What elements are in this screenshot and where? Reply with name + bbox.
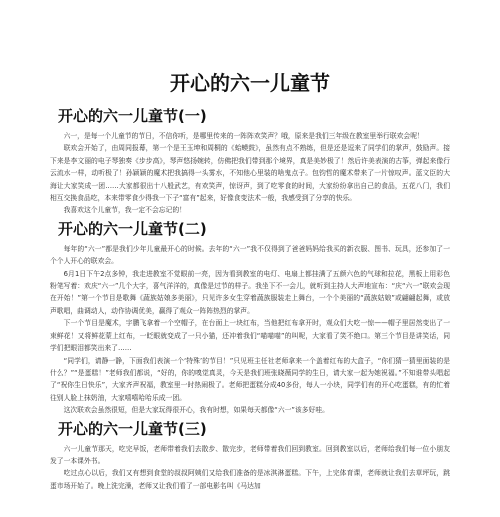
paragraph: 每年的“六一”都是我们少年儿童最开心的时候。去年的“六一”我不仅得到了爸爸妈妈给我买的新衣服、图书、玩具，还参加了一个个人开心的联欢会。 <box>50 244 450 266</box>
paragraph: 我喜欢这个儿童节，我一定不会忘记的！ <box>63 206 186 215</box>
paragraph: 6月1日下午2点多钟，我走进教室不觉眼前一亮，因为看到教室的电灯、电扇上都挂满了五颜六色的气球和拉花，黑板上用彩色粉笔写着：欢庆“六一”几个大字，喜气洋洋的，真像是过节的样子。我坐下不一会儿，就听到主持人大声地宣布：“庆“六一”联欢会现在开始！”第一个节目是歌舞《蔬族姑娘多美丽》，只见许多女生穿着蔬族服装走上舞台，一个个美丽的“蔬族姑娘”或翩翩起舞，或放声歌唱，曲调动人，动作协调优美，赢得了观众一阵阵热烈的掌声。 <box>50 269 450 315</box>
section-title: 开心的六一儿童节(一) <box>58 107 207 125</box>
document-title: 开心的六一儿童节 <box>170 71 330 95</box>
section-title: 开心的六一儿童节(二) <box>58 219 207 238</box>
section-title: 开心的六一儿童节(三) <box>58 419 207 438</box>
section-2 <box>50 219 450 417</box>
paragraph: 联欢会开始了，由周同报幕，第一个是王玉坤和周桐的《蛤蟆鼓》，虽然有点不熟练，但是还是逗来了同学们的掌声，鼓励声。接下来是李文丽的电子琴独奏《步步高》，琴声悠扬婉转，仿佛把我们带到那个境界，真是美妙极了！然后许美表演的古筝，弹起来像行云流水一样，动听极了！孙颖颖的魔术把我搞得一头雾水，不知他心里装的啥鬼点子。包钧哲的魔术带来了一片惊叹声。蓝文臣的大海让大家笑成一团……大家都很出十八般武艺，有欢笑声，惊讶声，到了吃零食的时间，大家纷纷拿出自己的食品，五花八门，我们相互交换食品吃，本来带零食少得我一下子“富有”起来，好像食变法术一般，我感受到了分享的快乐。 <box>50 144 450 203</box>
paragraph: 六一，是每一个儿童节的节日，不信你听，是哪里传来的一阵阵欢笑声？哦，原来是我们三年级在教室里举行联欢会呢！ <box>63 132 424 140</box>
paragraph: 吃过点心以后，我们又有想到食堂的叔叔阿姨们又给我们准备的是冰淇淋蛋糕。下午，上完体育课，老师就让我们去草坪玩，跳蛋市场开始了。晚上洗完澡，老师又让我们看了一部电影名叫《马达加 <box>50 469 450 490</box>
paragraph: “同学们，请静一静，下面我们表演一个‘特殊’的节目！”只见班主任社老师拿来一个盖着红布的大盒子，“你们猜一猜里面装的是什么？”“是蛋糕！”老师我们都说，“好的，你的嗅觉真灵，今天是我们班张晓薇同学的生日，请大家一起为她祝福。”不知谁带头唱起了“祝你生日快乐”，大家齐声祝福，教室里一时热闹极了。老师把蛋糕分成40多份，每人一小块，同学们有的开心吃蛋糕，有的忙着往别人脸上抹奶油，大家嘻嘻哈哈乐成一团。 <box>50 356 450 402</box>
paragraph: 六一儿童节那天，吃完早饭，老师带着我们去散步、散完步，老师带着我们回到教室。回到教室以后，老师给我们每一位小朋友发了一本课外书。 <box>50 444 450 465</box>
section-3 <box>50 419 450 493</box>
section-1 <box>50 106 450 217</box>
paragraph: 下一个节目是魔术，宇鹏飞拿着一个空帽子，在台面上一块红布，当他把红布拿开时，观众们大吃一惊——帽子里居然变出了一束鲜花！又将鲜花蒙上红布，一眨眼就变成了一只小猫，还冲着我们“喵喵喵”的叫呢，大家看了笑不绝口。第三个节目是讲笑话，同学们把眼泪都笑出来了…… <box>50 319 450 353</box>
paragraph: 这次联欢会虽然很短，但是大家玩得很开心，我有时想，如果每天都像“六一”该多好哇。 <box>63 406 329 415</box>
